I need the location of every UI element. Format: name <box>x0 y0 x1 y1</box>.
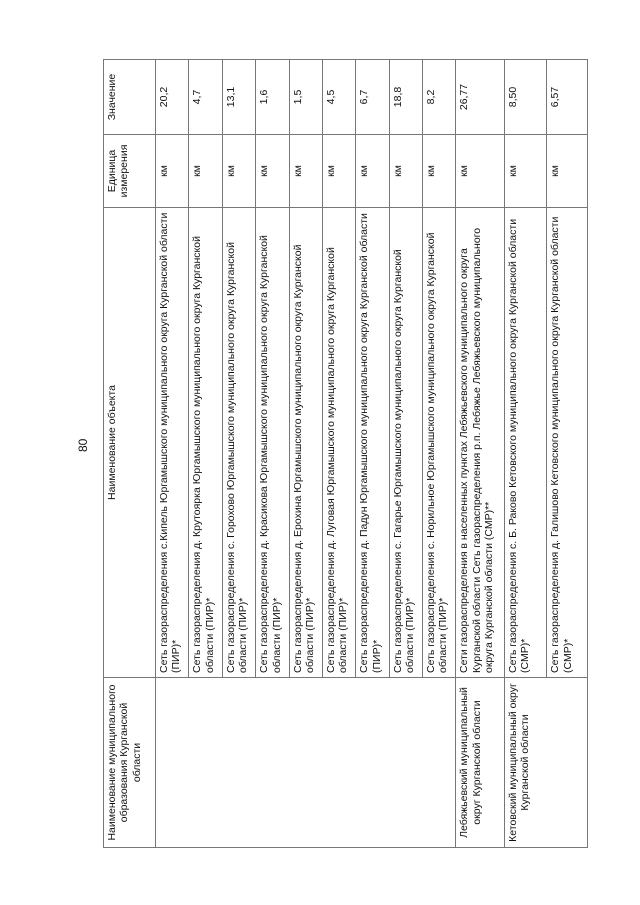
table-row <box>156 60 189 848</box>
value-cell: 4,5 <box>322 60 355 135</box>
unit-cell: км <box>547 135 588 208</box>
unit-cell: км <box>423 135 456 208</box>
object-cell: Сеть газораспределения д. Падун Юргамышского муниципального округа Курганской области (ПИР)* <box>356 208 389 678</box>
municipality-cell <box>156 678 456 848</box>
unit-cell: км <box>456 135 505 208</box>
unit-cell: км <box>504 135 546 208</box>
rotated-table-container <box>103 60 588 848</box>
unit-cell: км <box>156 135 189 208</box>
value-cell: 6,7 <box>356 60 389 135</box>
municipality-cell: Кетовский муниципальный округ Курганской области <box>504 678 587 848</box>
table-row <box>456 60 505 848</box>
unit-cell: км <box>222 135 255 208</box>
value-cell: 13,1 <box>222 60 255 135</box>
value-cell: 8,50 <box>504 60 546 135</box>
header-value: Значение <box>104 60 156 135</box>
object-cell: Сеть газораспределения с. Норильное Юргамышского муниципального округа Курганской области (ПИР)* <box>423 208 456 678</box>
unit-cell: км <box>322 135 355 208</box>
value-cell: 6,57 <box>547 60 588 135</box>
value-cell: 18,8 <box>389 60 422 135</box>
object-cell: Сеть газораспределения д. Красикова Юргамышского муниципального округа Курганской области (ПИР)* <box>256 208 289 678</box>
value-cell: 1,5 <box>289 60 322 135</box>
object-cell: Сеть газораспределения д. Крутоярка Юргамышского муниципального округа Курганской области (ПИР)* <box>189 208 222 678</box>
unit-cell: км <box>256 135 289 208</box>
unit-cell: км <box>189 135 222 208</box>
object-cell: Сети газораспределения в населенных пунктах Лебяжьевского муниципального округа Курганской области Сеть газораспределения р.п. Лебяжье Лебяжьевского муниципального округа Курганской области (СМР)** <box>456 208 505 678</box>
table-row <box>504 60 546 848</box>
value-cell: 26,77 <box>456 60 505 135</box>
unit-cell: км <box>289 135 322 208</box>
object-cell: Сеть газораспределения д. Луговая Юргамышского муниципального округа Курганской области (ПИР)* <box>322 208 355 678</box>
header-unit: Единица измерения <box>104 135 156 208</box>
object-cell: Сеть газораспределения д. Галишово Кетовского муниципального округа Курганской области (СМР)* <box>547 208 588 678</box>
unit-cell: км <box>356 135 389 208</box>
value-cell: 1,6 <box>256 60 289 135</box>
object-cell: Сеть газораспределения с. Гагарье Юргамышского муниципального округа Курганской области (ПИР)* <box>389 208 422 678</box>
value-cell: 4,7 <box>189 60 222 135</box>
object-cell: Сеть газораспределения с.Кипель Юргамышского муниципального округа Курганской области (ПИР)* <box>156 208 189 678</box>
gas-network-table <box>103 59 588 848</box>
unit-cell: км <box>389 135 422 208</box>
object-cell: Сеть газораспределения с. Б. Раково Кетовского муниципального округа Курганской области (СМР)* <box>504 208 546 678</box>
object-cell: Сеть газораспределения с. Горохово Юргамышского муниципального округа Курганской области (ПИР)* <box>222 208 255 678</box>
object-cell: Сеть газораспределения д. Ерохина Юргамышского муниципального округа Курганской области (ПИР)* <box>289 208 322 678</box>
header-municipality: Наименование муниципального образования Курганской области <box>104 678 156 848</box>
municipality-cell: Лебяжьевский муниципальный округ Курганской области <box>456 678 505 848</box>
page-number: 80 <box>76 438 90 452</box>
value-cell: 8,2 <box>423 60 456 135</box>
value-cell: 20,2 <box>156 60 189 135</box>
header-object: Наименование объекта <box>104 208 156 678</box>
